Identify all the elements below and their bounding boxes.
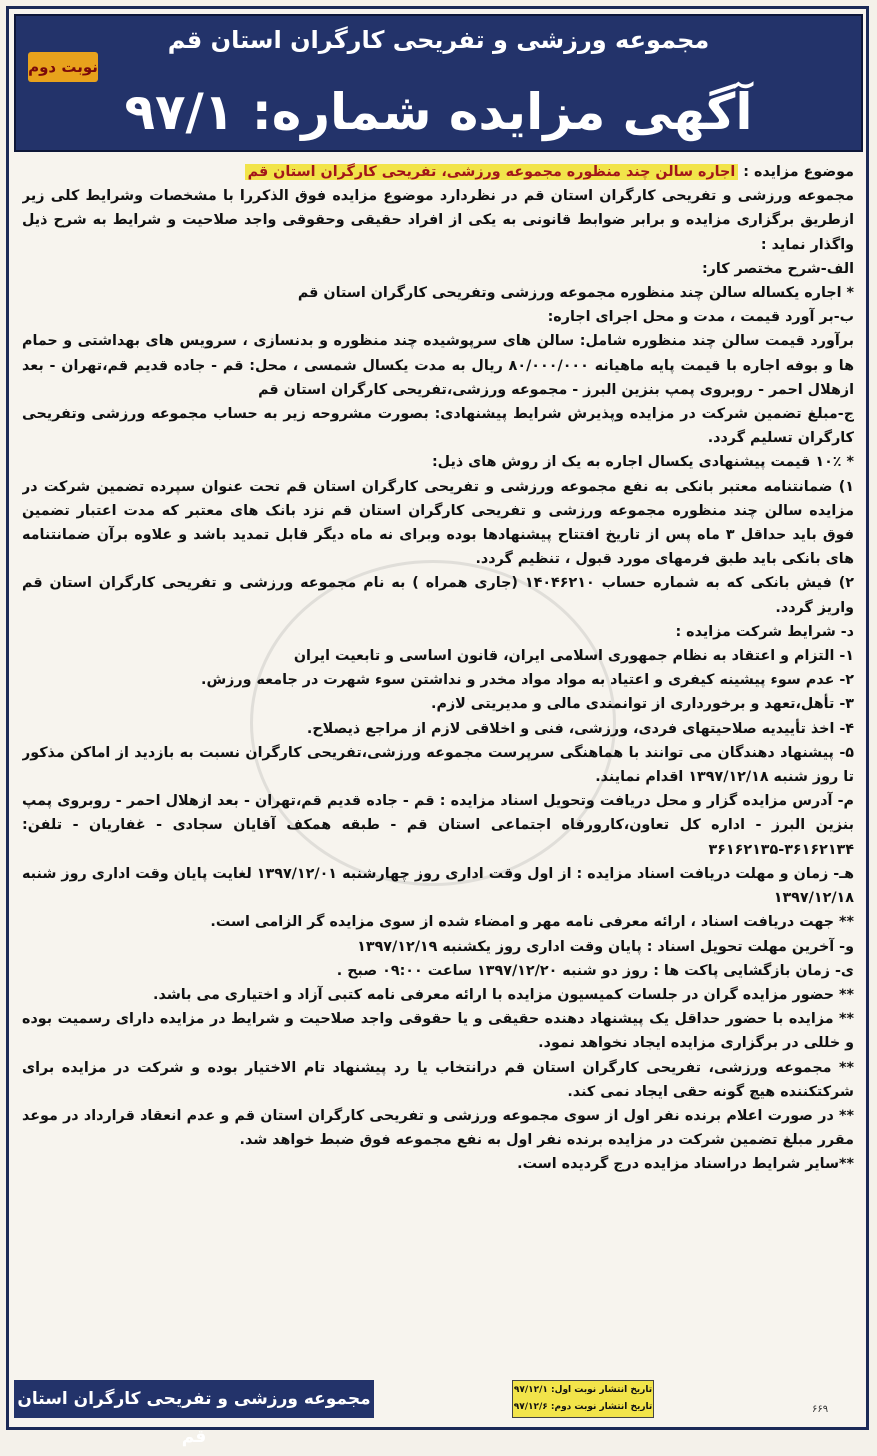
paragraph: ** در صورت اعلام برنده نفر اول از سوی مجموعه ورزشی و تفریحی کارگران استان قم و عدم انعقاد قرارداد در موعد مقرر مبلغ تضمین شرکت در مزایده برنده نفر اول به نفع مجموعه فوق ضبط خواهد شد.	[22, 1107, 854, 1149]
paragraph: ۳- تأهل،تعهد و برخورداری از توانمندی مالی و مدیریتی لازم.	[431, 696, 854, 713]
notice-body	[22, 160, 854, 1350]
paragraph: ۱) ضمانتنامه معتبر بانکی به نفع مجموعه ورزشی و تفریحی کارگران استان قم تحت عنوان سپرده تضمین شرکت در مزایده سالن چند منظوره مجموعه ورزشی و تفریحی کارگران استان قم نزد بانک های معتبر که مدت اعتبار تضمین فوق باید حداقل ۳ ماه پس از تاریخ افتتاح پیشنهادها بوده وبرای نه ماه دیگر قابل تمدید باشد و علاوه برآن ضمانتنامه های بانکی باید طبق فرمهای مورد قبول ، تنظیم گردد.	[22, 478, 854, 568]
paragraph: ۲- عدم سوء پیشینه کیفری و اعتیاد به مواد مواد مخدر و نداشتن سوء شهرت در جامعه ورزش.	[201, 672, 854, 689]
paragraph: ج-مبلغ تضمین شرکت در مزایده وپذیرش شرایط پیشنهادی: بصورت مشروحه زیر به حساب مجموعه ورزشی وتفریحی کارگران تسلیم گردد.	[22, 406, 854, 447]
paragraph: ۱- التزام و اعتقاد به نظام جمهوری اسلامی ایران، قانون اساسی و تابعیت ایران	[293, 648, 854, 665]
org-title: مجموعه ورزشی و تفریحی کارگران استان قم	[167, 26, 710, 54]
paragraph: مجموعه ورزشی و تفریحی کارگران استان قم در نظردارد موضوع مزایده فوق الذکررا با مشخصات وشرایط کلی زیر ازطریق برگزاری مزایده و برابر ضوابط قانونی به یکی از افراد حقیقی وحقوقی واجد صلاحیت و شرایط به شرح ذیل واگذار نماید :	[22, 188, 854, 253]
publish-second-date: تاریخ انتشار نوبت دوم: ۹۷/۱۲/۶	[513, 1402, 653, 1412]
ad-code: ۶۶۹	[812, 1404, 829, 1415]
paragraph: الف-شرح مختصر کار:	[701, 260, 854, 277]
paragraph: ب-بر آورد قیمت ، مدت و محل اجرای اجاره:	[547, 309, 854, 326]
paragraph: و- آخرین مهلت تحویل اسناد : پایان وقت اداری روز یکشنبه ۱۳۹۷/۱۲/۱۹	[357, 938, 854, 955]
paragraph: ۴- اخذ تأییدیه صلاحیتهای فردی، ورزشی، فنی و اخلاقی لازم از مراجع ذیصلاح.	[306, 720, 854, 737]
paragraph: برآورد قیمت سالن چند منظوره شامل: سالن های سرپوشیده چند منظوره و بدنسازی ، سرویس های بهداشتی و حمام ها و بوفه اجاره با قیمت پایه ماهیانه ۸۰/۰۰۰/۰۰۰ ریال به مدت یکسال شمسی ، محل: قم - جاده قدیم قم،تهران - بعد ازهلال احمر - روبروی پمپ بنزین البرز - مجموعه ورزشی،تفریحی کارگران استان قم	[22, 333, 854, 398]
subject-label: موضوع مزایده :	[743, 164, 854, 180]
paragraph: ** مجموعه ورزشی، تفریحی کارگران استان قم درانتخاب یا رد پیشنهاد تام الاختیار بوده و شرکت در مزایده برای شرکتکننده هیچ گونه حقی ایجاد نمی کند.	[22, 1059, 854, 1100]
publish-dates-box	[512, 1380, 654, 1418]
paragraph: د- شرایط شرکت مزایده :	[675, 623, 854, 640]
paragraph: **سایر شرایط دراسناد مزایده درج گردیده است.	[517, 1156, 854, 1173]
subject-line	[22, 160, 854, 184]
paragraph: هـ- زمان و مهلت دریافت اسناد مزایده : از اول وقت اداری روز چهارشنبه ۱۳۹۷/۱۲/۰۱ لغایت پایان وقت اداری روز شنبه ۱۳۹۷/۱۲/۱۸	[22, 865, 854, 907]
paragraph: م- آدرس مزایده گزار و محل دریافت وتحویل اسناد مزایده : قم - جاده قدیم قم،تهران - بعد ازهلال احمر - روبروی پمپ بنزین البرز - اداره کل تعاون،کارورفاه اجتماعی استان قم - طبقه همکف آقایان سجادی - غفاریان - تلفن: ۳۶۱۶۲۱۳۴-۳۶۱۶۲۱۳۵	[22, 793, 854, 858]
paragraph: ** حضور مزایده گران در جلسات کمیسیون مزایده با ارائه معرفی نامه کتبی آزاد و اختیاری می باشد.	[153, 986, 854, 1003]
paragraph: ی- زمان بازگشایی پاکت ها : روز دو شنبه ۱۳۹۷/۱۲/۲۰ ساعت ۰۹:۰۰ صبح .	[336, 962, 854, 979]
publish-first-date: تاریخ انتشار نوبت اول: ۹۷/۱۲/۱	[513, 1385, 653, 1395]
header-banner	[14, 14, 863, 152]
paragraph: ** مزایده با حضور حداقل یک پیشنهاد دهنده حقیقی و یا حقوقی واجد صلاحیت و شرایط در مزایده دارای رسمیت بوده و خللی در برگزاری مزایده ایجاد نخواهد نمود.	[22, 1011, 854, 1052]
paragraph: * ۱۰٪ قیمت پیشنهادی یکسال اجاره به یک از روش های ذیل:	[431, 454, 854, 471]
paragraph: ۲) فیش بانکی که به شماره حساب ۱۴۰۴۶۲۱۰ (جاری همراه ) به نام مجموعه ورزشی و تفریحی کارگران استان قم واریز گردد.	[22, 575, 854, 616]
paragraph: ** جهت دریافت اسناد ، ارائه معرفی نامه مهر و امضاء شده از سوی مزایده گر الزامی است.	[210, 914, 854, 931]
second-round-badge: نوبت دوم	[28, 52, 98, 82]
paragraph: * اجاره یکساله سالن چند منظوره مجموعه ورزشی وتفریحی کارگران استان قم	[297, 285, 854, 302]
paragraph: ۵- پیشنهاد دهندگان می توانند با هماهنگی سرپرست مجموعه ورزشی،تفریحی کارگران نسبت به بازدید از اماکن مذکور تا روز شنبه ۱۳۹۷/۱۲/۱۸ اقدام نمایند.	[22, 744, 854, 786]
footer-org-name: مجموعه ورزشی و تفریحی کارگران استان قم	[14, 1380, 374, 1418]
subject-value: اجاره سالن چند منظوره مجموعه ورزشی، تفریحی کارگران استان قم	[245, 164, 739, 180]
auction-title: آگهی مزایده شماره: ۹۷/۱	[124, 83, 753, 141]
